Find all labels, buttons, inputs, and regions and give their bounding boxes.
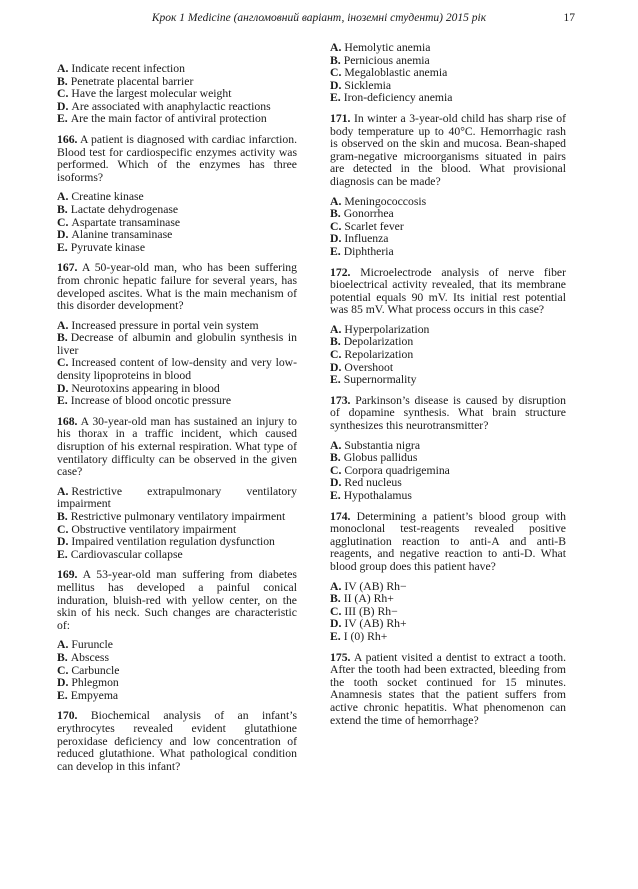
option-letter: D. [57,535,69,549]
option-letter: B. [57,331,68,345]
option-letter: B. [330,451,341,465]
left-column [57,63,297,781]
option-text: Red nucleus [344,476,402,490]
option-letter: E. [330,373,341,387]
option-text: Decrease of albumin and globulin synthesis in liver [57,331,297,357]
question-text [57,569,297,632]
question-body: Microelectrode analysis of nerve fiber bioelectrical activity revealed, that its membrane potential equals 90 mV. Its initial rest potential was 85 mV. What process occurs in this case? [330,265,566,317]
option-letter: C. [330,219,342,233]
option-text: Gonorrhea [343,207,394,221]
option-letter: E. [330,489,341,502]
answer-option [57,395,297,408]
header-title: Крок 1 Medicine (англомовний варіант, іноземні студенти) 2015 рік [151,12,487,24]
question-block [57,710,297,773]
question-text [330,395,566,433]
option-letter: B. [330,207,341,221]
option-letter: A. [330,579,342,593]
option-letter: B. [330,592,341,606]
option-text: Impaired ventilation regulation dysfunction [71,535,275,549]
option-text: Phlegmon [71,676,119,690]
option-letter: E. [330,629,341,643]
option-text: Overshoot [344,360,394,374]
question-body: A 53-year-old man suffering from diabetes mellitus has developed a painful conical induration, bluish-red with yellow center, on the skin of his neck. Such changes are characteristic of: [57,568,297,632]
option-letter: D. [330,232,342,246]
question-text [330,511,566,574]
answer-option [57,549,297,562]
option-letter: D. [57,676,69,690]
answer-option [57,242,297,255]
question-number: 173. [330,393,351,407]
question-body: Determining a patient’s blood group with monoclonal test-reagents revealed positive agglutination reaction to anti-A and anti-B reagents, and negative reaction to anti-D. What blood group does this patient have? [330,509,566,573]
answer-option [330,92,566,105]
option-text: Diphtheria [343,244,394,258]
question-block [330,267,566,387]
question-block [330,113,566,259]
question-number: 170. [57,709,78,723]
carryover-options [57,63,297,126]
answer-option [330,246,566,259]
option-letter: A. [330,438,342,452]
option-letter: A. [57,62,69,75]
option-text: Globus pallidus [343,451,418,465]
option-letter: A. [330,322,342,336]
option-letter: B. [57,74,68,88]
option-letter: A. [57,318,69,332]
question-body: Parkinson’s disease is caused by disruption of dopamine synthesis. What brain structure synthesizes this neurotransmitter? [330,393,566,433]
option-text: Hyperpolarization [344,322,430,336]
question-text [57,262,297,312]
question-number: 167. [57,261,78,275]
option-text: I (0) Rh+ [343,629,388,643]
question-body: In winter a 3-year-old child has sharp rise of body temperature up to 40°C. Hemorrhagic rash is observed on the skin and mucosa. Bean-shaped gram-negative microorganisms situated in pairs are detected in the blood. What provisional diagnosis can be made? [330,111,566,188]
question-text [57,416,297,479]
answer-option [330,631,566,644]
option-text: Sicklemia [344,78,392,92]
answer-option [330,374,566,387]
option-letter: A. [57,638,69,652]
question-text [330,652,566,728]
option-text: Empyema [70,688,119,702]
option-letter: C. [57,522,69,536]
option-text: Increase of blood oncotic pressure [70,394,232,408]
option-text: Have the largest molecular weight [71,87,232,101]
option-text: Scarlet fever [344,219,404,233]
answer-option [57,332,297,357]
option-letter: C. [330,463,342,477]
question-text [330,113,566,189]
option-text: Increased pressure in portal vein system [71,318,259,332]
option-letter: D. [330,617,342,631]
option-letter: A. [57,190,69,204]
option-letter: C. [57,87,69,101]
option-letter: E. [57,394,68,408]
option-text: Neurotoxins appearing in blood [71,381,220,395]
question-number: 168. [57,414,78,428]
option-letter: B. [57,650,68,664]
option-text: Furuncle [71,638,113,652]
option-letter: C. [330,604,342,618]
question-block [330,511,566,644]
option-text: IV (AB) Rh− [344,579,407,593]
option-text: Repolarization [344,348,414,362]
option-text: Corpora quadrigemina [344,463,450,477]
question-number: 172. [330,265,351,279]
option-text: Pernicious anemia [343,53,430,67]
question-number: 166. [57,132,78,146]
option-text: Hemolytic anemia [344,41,431,54]
option-text: Megaloblastic anemia [344,66,448,80]
option-letter: C. [57,663,69,677]
option-text: Creatine kinase [71,190,144,204]
option-text: Iron-deficiency anemia [343,91,453,105]
option-letter: D. [330,78,342,92]
option-letter: D. [57,99,69,113]
option-letter: A. [330,41,342,54]
option-text: Substantia nigra [344,438,421,452]
question-number: 169. [57,568,78,582]
option-text: IV (AB) Rh+ [344,617,407,631]
option-text: Depolarization [343,335,414,349]
option-letter: A. [330,194,342,208]
option-letter: B. [330,53,341,67]
question-block [57,134,297,254]
option-text: Carbuncle [71,663,120,677]
option-text: Indicate recent infection [71,62,185,75]
question-text [330,267,566,317]
option-text: Penetrate placental barrier [70,74,194,88]
option-text: Aspartate transaminase [71,215,181,229]
option-letter: B. [57,510,68,523]
answer-option [330,490,566,503]
option-text: Lactate dehydrogenase [70,202,179,216]
option-text: Increased content of low-density and very low-density lipoproteins in blood [57,356,297,383]
question-body: A patient is diagnosed with cardiac infarction. Blood test for cardiospecific enzymes activity was performed. Which of the enzymes has three isoforms? [57,132,297,184]
option-letter: D. [57,381,69,395]
option-text: Influenza [344,232,389,246]
right-column [330,42,566,735]
question-body: A 30-year-old man has sustained an injury to his thorax in a traffic incident, which caused disruption of his external respiration. What type of ventilatory difficulty can be observed in the given case? [57,414,297,479]
question-text [57,710,297,773]
answer-option [57,486,297,511]
option-letter: E. [57,240,68,254]
question-body: Biochemical analysis of an infant’s erythrocytes revealed evident glutathione peroxidase deficiency and low concentration of reduced glutathione. What pathological condition can develop in this infant? [57,709,298,773]
option-text: Hypothalamus [343,489,412,502]
option-letter: E. [330,91,341,105]
option-letter: C. [57,215,69,229]
option-letter: D. [57,228,69,242]
option-text: Cardiovascular collapse [70,547,183,561]
option-letter: E. [57,688,68,702]
answer-option [57,690,297,703]
option-letter: E. [330,244,341,258]
page-number: 17 [563,12,575,24]
option-text: Supernormality [343,373,417,387]
option-letter: B. [57,202,68,216]
page-header [0,12,638,30]
option-letter: D. [330,360,342,374]
question-block [57,262,297,408]
carryover-options [330,42,566,105]
question-body: A 50-year-old man, who has been suffering from chronic hepatic failure for several years, has developed ascites. What is the main mechanism of this disorder development? [57,261,297,313]
option-text: Alanine transaminase [71,228,173,242]
option-text: Abscess [70,650,110,664]
option-letter: C. [330,66,342,80]
option-text: III (B) Rh− [344,604,398,618]
option-letter: D. [330,476,342,490]
option-text: Are the main factor of antiviral protection [70,112,267,126]
option-letter: E. [57,112,68,126]
question-number: 174. [330,509,351,523]
option-text: Pyruvate kinase [70,240,146,254]
question-body: A patient visited a dentist to extract a tooth. After the tooth had been extracted, bleeding from the tooth socket continued for 15 minutes. Anamnesis states that the patient suffers from active chronic hepatitis. What phenomenon can extend the time of hemorrhage? [330,650,567,727]
option-letter: A. [57,484,69,498]
answer-option [57,357,297,382]
question-block [330,395,566,503]
option-text: Restrictive extrapulmonary ventilatory impairment [57,484,297,511]
option-letter: C. [330,348,342,362]
question-block [330,652,566,728]
option-text: Meningococcosis [344,194,427,208]
option-letter: C. [57,356,69,370]
option-text: Are associated with anaphylactic reactions [71,99,271,113]
question-number: 171. [330,111,351,125]
option-text: Obstructive ventilatory impairment [71,522,237,536]
question-number: 175. [330,650,351,664]
option-text: II (A) Rh+ [343,592,394,606]
question-block [57,416,297,562]
option-letter: E. [57,547,68,561]
question-block [57,569,297,702]
question-text [57,134,297,184]
answer-option [57,113,297,126]
option-text: Restrictive pulmonary ventilatory impairment [70,510,286,523]
option-letter: B. [330,335,341,349]
